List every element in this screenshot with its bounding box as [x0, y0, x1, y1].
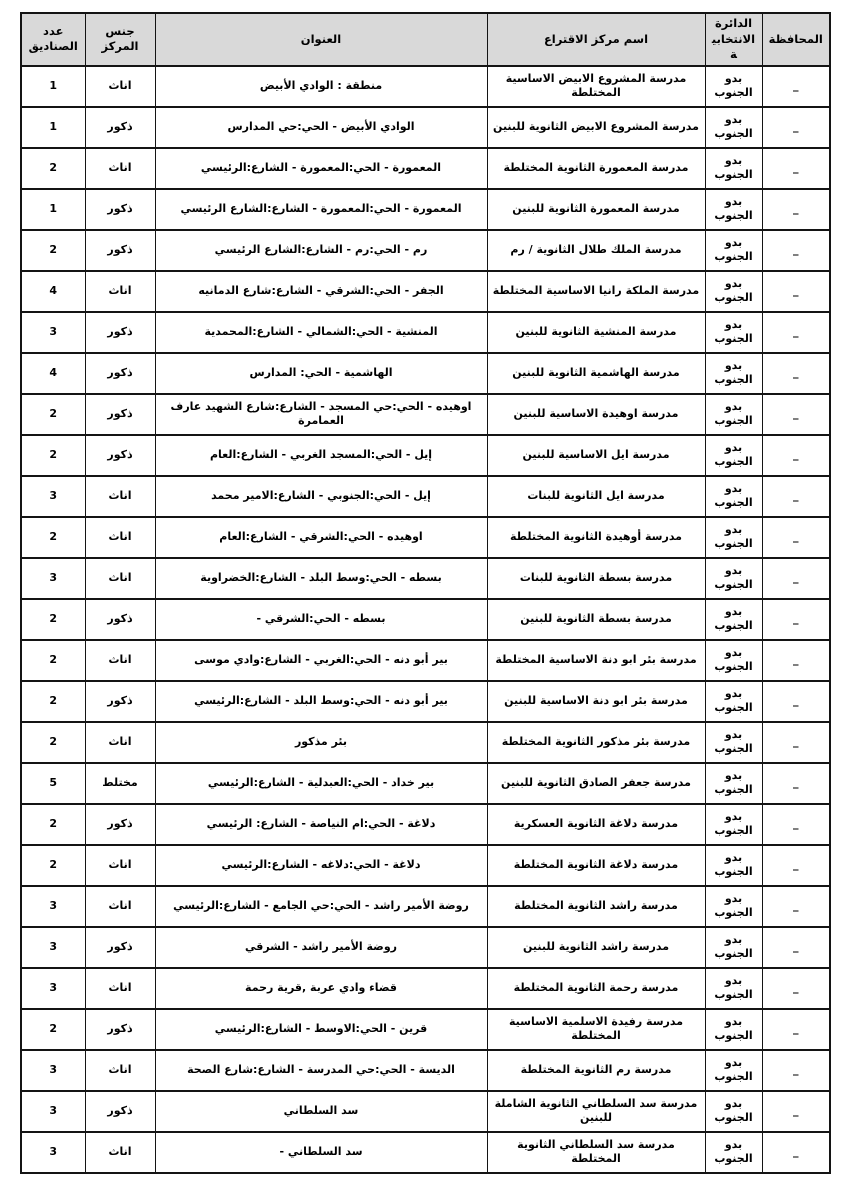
cell-boxes: 2 [21, 435, 85, 476]
cell-gender: ذكور [85, 804, 155, 845]
cell-governorate: _ [762, 148, 830, 189]
cell-center: مدرسة ايل الثانوية للبنات [487, 476, 705, 517]
cell-district: بدو الجنوب [705, 1091, 762, 1132]
cell-address: بسطه - الحي:وسط البلد - الشارع:الخضراوية [155, 558, 487, 599]
cell-governorate: _ [762, 312, 830, 353]
header-governorate: المحافظة [762, 13, 830, 66]
cell-address: روضة الأمير راشد - الشرقي [155, 927, 487, 968]
cell-governorate: _ [762, 517, 830, 558]
cell-gender: ذكور [85, 927, 155, 968]
cell-center: مدرسة رفيدة الاسلمية الاساسية المختلطة [487, 1009, 705, 1050]
cell-boxes: 3 [21, 1091, 85, 1132]
cell-governorate: _ [762, 230, 830, 271]
cell-gender: ذكور [85, 1009, 155, 1050]
header-center-name: اسم مركز الاقتراع [487, 13, 705, 66]
cell-district: بدو الجنوب [705, 845, 762, 886]
cell-address: إيل - الحي:المسجد الغربي - الشارع:العام [155, 435, 487, 476]
cell-address: سد السلطاني [155, 1091, 487, 1132]
cell-address: بير أبو دنه - الحي:الغربي - الشارع:وادي موسى [155, 640, 487, 681]
cell-address: منطقة : الوادي الأبيض [155, 66, 487, 107]
cell-center: مدرسة المشروع الابيض الثانوية للبنين [487, 107, 705, 148]
cell-gender: اناث [85, 476, 155, 517]
cell-district: بدو الجنوب [705, 353, 762, 394]
cell-address: دلاغة - الحي:دلاغه - الشارع:الرئيسي [155, 845, 487, 886]
cell-boxes: 2 [21, 1009, 85, 1050]
table-body [21, 66, 830, 1173]
table-row [21, 66, 830, 107]
cell-boxes: 2 [21, 845, 85, 886]
cell-address: اوهيده - الحي:الشرقي - الشارع:العام [155, 517, 487, 558]
table-row [21, 1091, 830, 1132]
cell-center: مدرسة سد السلطاني الثانوية الشاملة للبنين [487, 1091, 705, 1132]
cell-gender: ذكور [85, 1091, 155, 1132]
table-row [21, 189, 830, 230]
table-row [21, 599, 830, 640]
cell-boxes: 2 [21, 804, 85, 845]
cell-district: بدو الجنوب [705, 640, 762, 681]
cell-district: بدو الجنوب [705, 599, 762, 640]
cell-governorate: _ [762, 558, 830, 599]
cell-gender: اناث [85, 640, 155, 681]
cell-governorate: _ [762, 845, 830, 886]
cell-district: بدو الجنوب [705, 107, 762, 148]
cell-gender: اناث [85, 148, 155, 189]
table-row [21, 886, 830, 927]
cell-boxes: 2 [21, 599, 85, 640]
cell-gender: اناث [85, 517, 155, 558]
cell-gender: اناث [85, 66, 155, 107]
cell-district: بدو الجنوب [705, 1009, 762, 1050]
header-row [21, 13, 830, 66]
cell-boxes: 2 [21, 517, 85, 558]
cell-governorate: _ [762, 681, 830, 722]
cell-governorate: _ [762, 886, 830, 927]
cell-governorate: _ [762, 722, 830, 763]
table-row [21, 1132, 830, 1173]
cell-center: مدرسة جعفر الصادق الثانوية للبنين [487, 763, 705, 804]
cell-address: المعمورة - الحي:المعمورة - الشارع:الرئيسي [155, 148, 487, 189]
cell-district: بدو الجنوب [705, 312, 762, 353]
table-row [21, 845, 830, 886]
cell-boxes: 2 [21, 722, 85, 763]
cell-address: سد السلطاني - [155, 1132, 487, 1173]
cell-governorate: _ [762, 640, 830, 681]
cell-gender: اناث [85, 271, 155, 312]
cell-gender: ذكور [85, 681, 155, 722]
cell-center: مدرسة راشد الثانوية للبنين [487, 927, 705, 968]
table-row [21, 1050, 830, 1091]
table-row [21, 558, 830, 599]
cell-boxes: 4 [21, 353, 85, 394]
cell-governorate: _ [762, 599, 830, 640]
cell-boxes: 1 [21, 66, 85, 107]
cell-center: مدرسة سد السلطاني الثانوية المختلطة [487, 1132, 705, 1173]
cell-district: بدو الجنوب [705, 517, 762, 558]
cell-district: بدو الجنوب [705, 394, 762, 435]
cell-governorate: _ [762, 763, 830, 804]
cell-gender: ذكور [85, 189, 155, 230]
table-row [21, 1009, 830, 1050]
cell-boxes: 3 [21, 476, 85, 517]
cell-boxes: 3 [21, 1132, 85, 1173]
header-box-count: عدد الصناديق [21, 13, 85, 66]
cell-center: مدرسة ايل الاساسية للبنين [487, 435, 705, 476]
cell-boxes: 2 [21, 681, 85, 722]
cell-gender: ذكور [85, 394, 155, 435]
cell-district: بدو الجنوب [705, 763, 762, 804]
cell-district: بدو الجنوب [705, 435, 762, 476]
cell-governorate: _ [762, 1009, 830, 1050]
cell-district: بدو الجنوب [705, 66, 762, 107]
cell-center: مدرسة الملكة رانيا الاساسية المختلطة [487, 271, 705, 312]
cell-center: مدرسة راشد الثانوية المختلطة [487, 886, 705, 927]
cell-address: المعمورة - الحي:المعمورة - الشارع:الشارع الرئيسي [155, 189, 487, 230]
cell-gender: ذكور [85, 353, 155, 394]
cell-center: مدرسة المشروع الابيض الاساسية المختلطة [487, 66, 705, 107]
cell-gender: اناث [85, 968, 155, 1009]
table-row [21, 517, 830, 558]
cell-boxes: 3 [21, 968, 85, 1009]
cell-governorate: _ [762, 394, 830, 435]
table-header [21, 13, 830, 66]
table-row [21, 640, 830, 681]
cell-district: بدو الجنوب [705, 1132, 762, 1173]
cell-boxes: 3 [21, 312, 85, 353]
cell-gender: اناث [85, 558, 155, 599]
cell-governorate: _ [762, 107, 830, 148]
cell-boxes: 1 [21, 107, 85, 148]
cell-center: مدرسة رم الثانوية المختلطة [487, 1050, 705, 1091]
cell-center: مدرسة الهاشمية الثانوية للبنين [487, 353, 705, 394]
cell-center: مدرسة المنشية الثانوية للبنين [487, 312, 705, 353]
cell-governorate: _ [762, 804, 830, 845]
cell-address: قضاء وادي عربة ,قرية رحمة [155, 968, 487, 1009]
cell-center: مدرسة رحمة الثانوية المختلطة [487, 968, 705, 1009]
header-gender: جنس المركز [85, 13, 155, 66]
cell-governorate: _ [762, 1132, 830, 1173]
table-row [21, 312, 830, 353]
cell-governorate: _ [762, 353, 830, 394]
header-address: العنوان [155, 13, 487, 66]
table-row [21, 476, 830, 517]
table-row [21, 271, 830, 312]
cell-address: اوهيده - الحي:حي المسجد - الشارع:شارع الشهيد عارف العمامرة [155, 394, 487, 435]
cell-boxes: 3 [21, 1050, 85, 1091]
cell-gender: ذكور [85, 599, 155, 640]
table-row [21, 394, 830, 435]
cell-gender: اناث [85, 886, 155, 927]
cell-boxes: 2 [21, 148, 85, 189]
cell-address: دلاغة - الحي:ام النياصة - الشارع: الرئيسي [155, 804, 487, 845]
cell-address: الوادي الأبيض - الحي:حي المدارس [155, 107, 487, 148]
cell-gender: اناث [85, 722, 155, 763]
table-row [21, 107, 830, 148]
cell-gender: ذكور [85, 435, 155, 476]
cell-district: بدو الجنوب [705, 886, 762, 927]
cell-address: روضة الأمير راشد - الحي:حي الجامع - الشارع:الرئيسي [155, 886, 487, 927]
cell-gender: ذكور [85, 312, 155, 353]
cell-governorate: _ [762, 968, 830, 1009]
cell-address: قرين - الحي:الاوسط - الشارع:الرئيسي [155, 1009, 487, 1050]
cell-district: بدو الجنوب [705, 189, 762, 230]
cell-district: بدو الجنوب [705, 804, 762, 845]
table-row [21, 927, 830, 968]
table-row [21, 353, 830, 394]
cell-address: بئر مذكور [155, 722, 487, 763]
cell-district: بدو الجنوب [705, 1050, 762, 1091]
cell-district: بدو الجنوب [705, 722, 762, 763]
cell-district: بدو الجنوب [705, 681, 762, 722]
cell-address: بير خداد - الحي:العبدلية - الشارع:الرئيسي [155, 763, 487, 804]
cell-governorate: _ [762, 1091, 830, 1132]
cell-gender: اناث [85, 1050, 155, 1091]
cell-gender: ذكور [85, 107, 155, 148]
cell-governorate: _ [762, 271, 830, 312]
table-row [21, 722, 830, 763]
cell-address: المنشية - الحي:الشمالي - الشارع:المحمدية [155, 312, 487, 353]
cell-district: بدو الجنوب [705, 927, 762, 968]
cell-address: رم - الحي:رم - الشارع:الشارع الرئيسي [155, 230, 487, 271]
cell-address: الجفر - الحي:الشرقي - الشارع:شارع الدمانيه [155, 271, 487, 312]
cell-district: بدو الجنوب [705, 148, 762, 189]
cell-boxes: 3 [21, 886, 85, 927]
table-row [21, 435, 830, 476]
table-row [21, 148, 830, 189]
cell-boxes: 2 [21, 394, 85, 435]
cell-district: بدو الجنوب [705, 230, 762, 271]
cell-governorate: _ [762, 66, 830, 107]
cell-boxes: 1 [21, 189, 85, 230]
cell-center: مدرسة المعمورة الثانوية للبنين [487, 189, 705, 230]
cell-center: مدرسة الملك طلال الثانوية / رم [487, 230, 705, 271]
cell-district: بدو الجنوب [705, 476, 762, 517]
cell-gender: اناث [85, 1132, 155, 1173]
cell-gender: مختلط [85, 763, 155, 804]
cell-center: مدرسة دلاغة الثانوية العسكرية [487, 804, 705, 845]
cell-gender: اناث [85, 845, 155, 886]
cell-district: بدو الجنوب [705, 558, 762, 599]
cell-center: مدرسة بئر ابو دنة الاساسية المختلطة [487, 640, 705, 681]
cell-boxes: 5 [21, 763, 85, 804]
cell-center: مدرسة دلاغة الثانوية المختلطة [487, 845, 705, 886]
cell-governorate: _ [762, 476, 830, 517]
polling-centers-table [20, 12, 831, 1174]
cell-center: مدرسة بئر مذكور الثانوية المختلطة [487, 722, 705, 763]
cell-center: مدرسة أوهيدة الثانوية المختلطة [487, 517, 705, 558]
table-row [21, 763, 830, 804]
cell-governorate: _ [762, 435, 830, 476]
cell-boxes: 2 [21, 230, 85, 271]
cell-address: الهاشمية - الحي: المدارس [155, 353, 487, 394]
cell-district: بدو الجنوب [705, 968, 762, 1009]
table-row [21, 681, 830, 722]
cell-address: إيل - الحي:الجنوبي - الشارع:الامير محمد [155, 476, 487, 517]
cell-governorate: _ [762, 189, 830, 230]
cell-center: مدرسة بئر ابو دنة الاساسية للبنين [487, 681, 705, 722]
cell-gender: ذكور [85, 230, 155, 271]
cell-boxes: 3 [21, 927, 85, 968]
table-row [21, 804, 830, 845]
table-row [21, 230, 830, 271]
cell-address: الديسة - الحي:حي المدرسة - الشارع:شارع الصحة [155, 1050, 487, 1091]
cell-boxes: 3 [21, 558, 85, 599]
cell-center: مدرسة بسطة الثانوية للبنات [487, 558, 705, 599]
cell-address: بير أبو دنه - الحي:وسط البلد - الشارع:الرئيسي [155, 681, 487, 722]
cell-governorate: _ [762, 1050, 830, 1091]
cell-address: بسطه - الحي:الشرقي - [155, 599, 487, 640]
cell-district: بدو الجنوب [705, 271, 762, 312]
cell-governorate: _ [762, 927, 830, 968]
cell-center: مدرسة بسطة الثانوية للبنين [487, 599, 705, 640]
table-row [21, 968, 830, 1009]
cell-boxes: 4 [21, 271, 85, 312]
cell-center: مدرسة المعمورة الثانوية المختلطة [487, 148, 705, 189]
cell-boxes: 2 [21, 640, 85, 681]
header-district: الدائرة الانتخابية [705, 13, 762, 66]
cell-center: مدرسة اوهيدة الاساسية للبنين [487, 394, 705, 435]
